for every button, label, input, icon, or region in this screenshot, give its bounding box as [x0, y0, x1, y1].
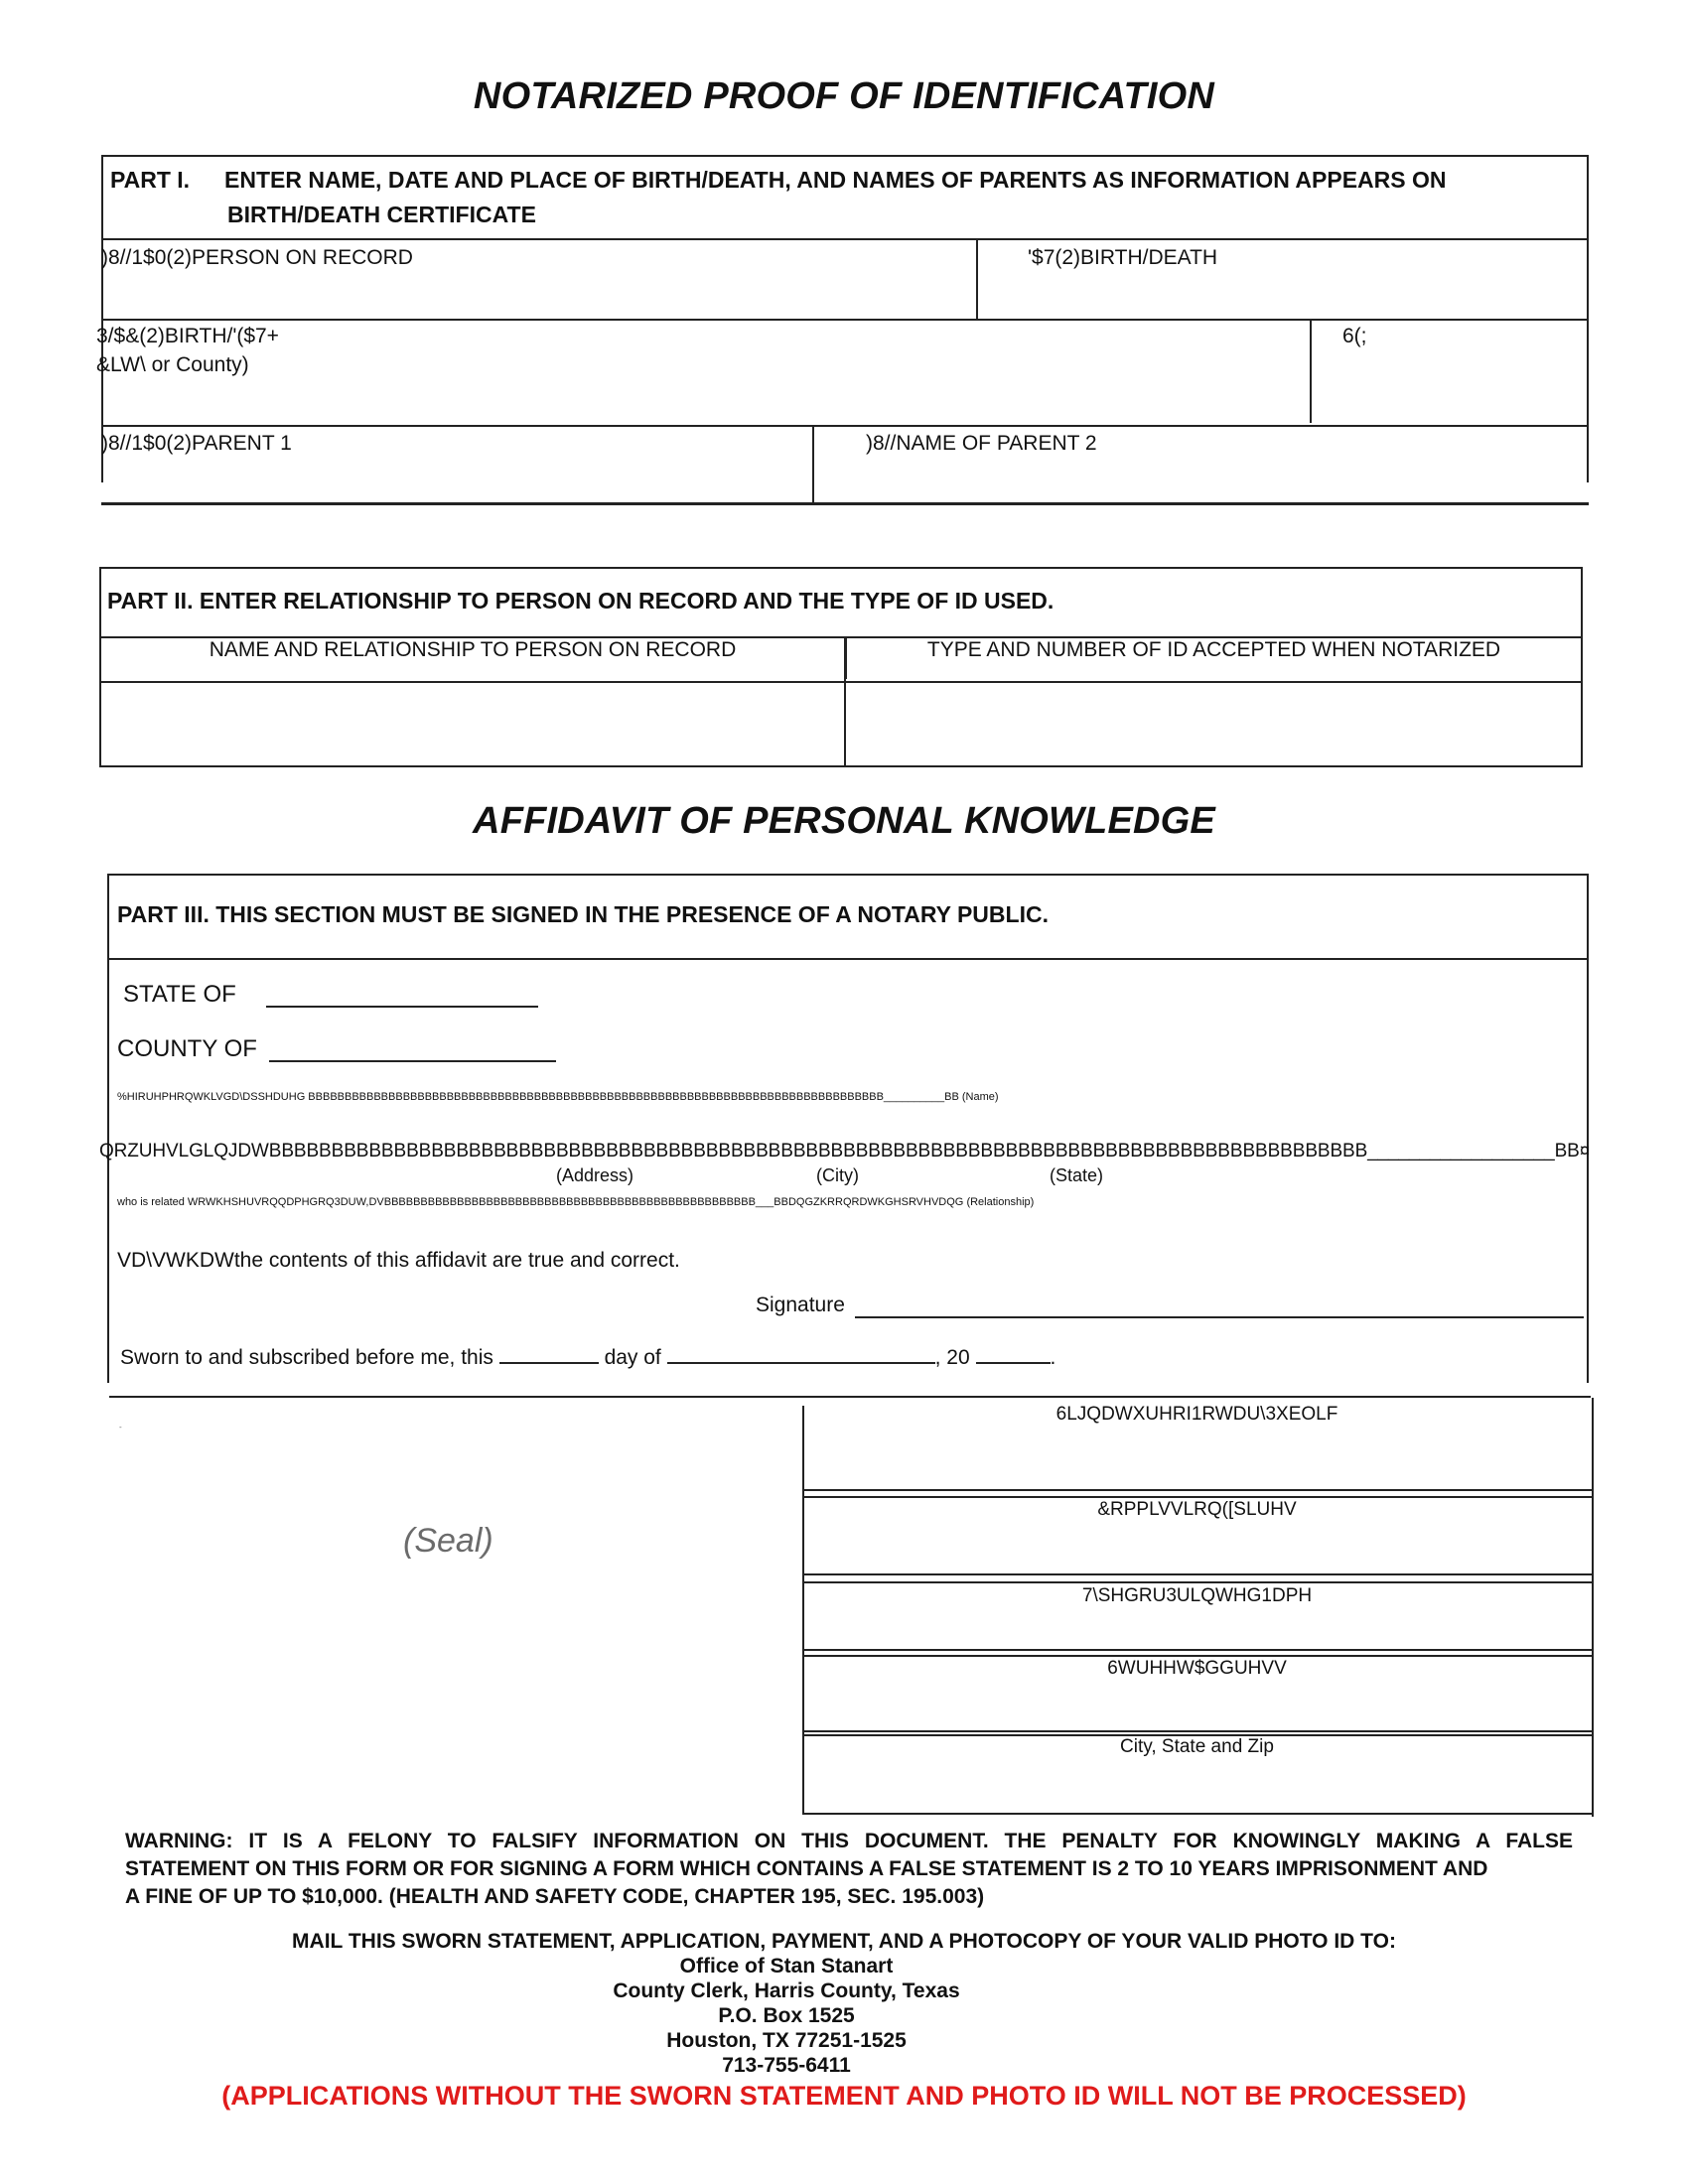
printed-name-field[interactable]: [804, 1581, 1590, 1649]
part2-col2-header: TYPE AND NUMBER OF ID ACCEPTED WHEN NOTARIZED: [926, 638, 1501, 661]
processing-notice: (APPLICATIONS WITHOUT THE SWORN STATEMENT AND PHOTO ID WILL NOT BE PROCESSED): [221, 2081, 1467, 2111]
mail-phone: 713-755-6411: [722, 2054, 851, 2077]
part3-top-border: [107, 874, 1589, 876]
part3-heading: PART III. THIS SECTION MUST BE SIGNED IN THE PRESENCE OF A NOTARY PUBLIC.: [117, 901, 1049, 927]
part3-right-border: [1587, 874, 1589, 1383]
city-caption: (City): [816, 1165, 859, 1185]
col-divider: [812, 425, 814, 504]
notary-field-label: &RPPLVVLRQ([SLUHV: [1097, 1499, 1297, 1520]
part2-heading: PART II. ENTER RELATIONSHIP TO PERSON ON RECORD AND THE TYPE OF ID USED.: [107, 588, 1055, 614]
row-divider: [107, 958, 1589, 960]
mail-po-box: P.O. Box 1525: [718, 2004, 855, 2027]
page-title: NOTARIZED PROOF OF IDENTIFICATION: [473, 75, 1215, 117]
part1-top-border: [101, 155, 1589, 157]
row-divider: [802, 1573, 1592, 1575]
warning-line1: WARNING: IT IS A FELONY TO FALSIFY INFORMATION ON THIS DOCUMENT. THE PENALTY FOR KNOWINGLY MAKING A FALSE: [125, 1830, 1573, 1852]
relationship-line[interactable]: who is related WRWKHSHUVRQQDPHGRQ3DUW,DVBBBBBBBBBBBBBBBBBBBBBBBBBBBBBBBBBBBBBBBBBBBBBBBBBBB___BBDQGZKRRQRDWKGHSRVHVDQG (Relationship): [117, 1196, 1035, 1208]
col-divider: [976, 238, 978, 319]
part1-label: PART I.: [110, 167, 191, 193]
address-caption: (Address): [556, 1165, 634, 1185]
notary-field-label: 6LJQDWXUHRI1RWDU\3XEOLF: [1055, 1404, 1338, 1425]
state-of-blank[interactable]: [266, 1006, 538, 1008]
county-of-label: COUNTY OF: [117, 1035, 257, 1062]
sworn-statement: Sworn to and subscribed before me, this day of , 20 .: [120, 1346, 1056, 1369]
mail-city: Houston, TX 77251-1525: [666, 2029, 907, 2052]
affidavit-title: AFFIDAVIT OF PERSONAL KNOWLEDGE: [473, 800, 1215, 842]
part1-heading-line2: BIRTH/DEATH CERTIFICATE: [227, 202, 536, 227]
state-caption: (State): [1050, 1165, 1104, 1185]
notary-seal: (Seal): [403, 1522, 493, 1560]
address-line[interactable]: QRZUHVLGLQJDWBBBBBBBBBBBBBBBBBBBBBBBBBBBBBBBBBBBBBBBBBBBBBBBBBBBBBBBBBBBBBBBBBBBBBBBBBBBBBBBBBBBBBBBB__________________BB¤: [99, 1141, 1591, 1161]
sworn-month-blank[interactable]: [667, 1362, 935, 1364]
signature-label: Signature: [756, 1294, 845, 1316]
row-divider: [802, 1730, 1592, 1732]
affidavit-truth-statement: VD\VWKDWthe contents of this affidavit are true and correct.: [117, 1249, 680, 1272]
city-state-zip-field[interactable]: [804, 1734, 1590, 1812]
notary-field-label: City, State and Zip: [1120, 1736, 1274, 1757]
field-date-birth-death[interactable]: '$7(2)BIRTH/DEATH: [1028, 246, 1218, 269]
notary-signature-field[interactable]: [804, 1402, 1590, 1489]
field-place-line1[interactable]: 3/$&(2)BIRTH/'($7+: [96, 325, 279, 347]
seal-dot: -: [119, 1423, 122, 1432]
row-divider: [802, 1813, 1592, 1815]
mail-heading: MAIL THIS SWORN STATEMENT, APPLICATION, PAYMENT, AND A PHOTOCOPY OF YOUR VALID PHOTO ID TO:: [292, 1930, 1396, 1953]
field-parent1[interactable]: )8//1$0(2)PARENT 1: [101, 432, 292, 455]
row-divider: [101, 425, 1589, 427]
name-caption: (Name): [961, 1091, 999, 1103]
relationship-input[interactable]: [101, 683, 842, 765]
street-address-field[interactable]: [804, 1655, 1590, 1730]
state-of-label: STATE OF: [123, 981, 236, 1008]
row-divider: [802, 1489, 1592, 1491]
sworn-year-blank[interactable]: [976, 1362, 1051, 1364]
part1-heading-line1: ENTER NAME, DATE AND PLACE OF BIRTH/DEATH, AND NAMES OF PARENTS AS INFORMATION APPEARS ON: [224, 167, 1447, 193]
signature-line[interactable]: [855, 1316, 1584, 1318]
part2-col1-header: NAME AND RELATIONSHIP TO PERSON ON RECORD: [209, 638, 737, 661]
row-divider: [101, 319, 1589, 321]
id-type-input[interactable]: [847, 683, 1581, 765]
notary-top-border: [109, 1396, 1591, 1398]
row-divider: [101, 238, 1589, 240]
part3-left-border: [107, 874, 109, 1383]
sworn-day-blank[interactable]: [499, 1362, 599, 1364]
county-of-blank[interactable]: [269, 1060, 556, 1062]
field-parent2[interactable]: )8//NAME OF PARENT 2: [866, 432, 1097, 455]
relationship-caption: (Relationship): [966, 1196, 1035, 1208]
affiant-name-line[interactable]: %HIRUHPHRQWKLVGD\DSSHDUHG BBBBBBBBBBBBBBBBBBBBBBBBBBBBBBBBBBBBBBBBBBBBBBBBBBBBBBBBBBBBBBBBBBBBBBBBBBBBBBB__________BB (Name): [117, 1091, 999, 1103]
part1-bottom-border: [101, 502, 1589, 505]
row-divider: [802, 1649, 1592, 1651]
warning-line3: A FINE OF UP TO $10,000. (HEALTH AND SAFETY CODE, CHAPTER 195, SEC. 195.003): [125, 1885, 985, 1908]
col-divider: [1310, 319, 1312, 423]
commission-expires-field[interactable]: [804, 1496, 1590, 1573]
field-sex[interactable]: 6(;: [1342, 325, 1367, 347]
mail-office: Office of Stan Stanart: [679, 1955, 894, 1978]
field-place-line2: &LW\ or County): [96, 353, 249, 376]
col-divider: [844, 679, 846, 767]
notary-field-label: 7\SHGRU3ULQWHG1DPH: [1081, 1585, 1313, 1606]
field-person-on-record[interactable]: )8//1$0(2)PERSON ON RECORD: [101, 246, 413, 269]
warning-line2: STATEMENT ON THIS FORM OR FOR SIGNING A FORM WHICH CONTAINS A FALSE STATEMENT IS 2 TO 10 YEARS IMPRISONMENT AND: [125, 1857, 1488, 1880]
mail-clerk: County Clerk, Harris County, Texas: [613, 1979, 960, 2002]
notary-fields-right-border: [1592, 1398, 1594, 1817]
notary-field-label: 6WUHHW$GGUHVV: [1107, 1658, 1287, 1679]
